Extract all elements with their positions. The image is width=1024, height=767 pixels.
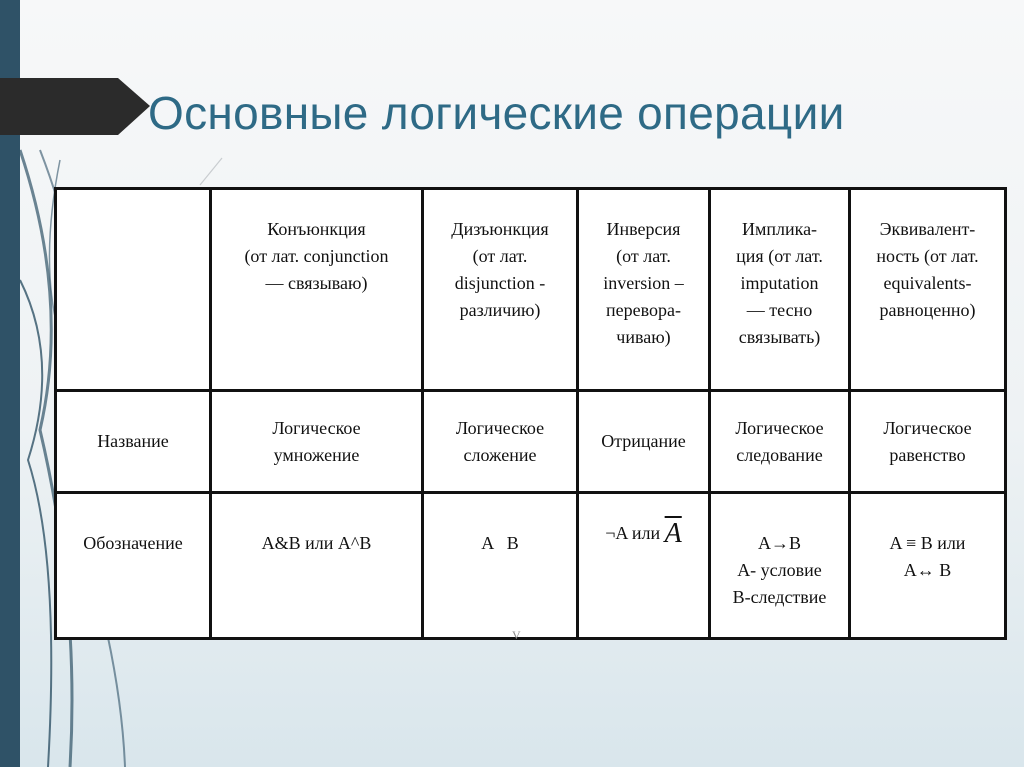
overline-a-symbol: $\overline{A}$ <box>664 518 682 549</box>
name-conjunction: Логическое умножение <box>211 391 423 493</box>
header-inversion: Инверсия (от лат. inversion – перевора- чиваю) <box>578 189 710 391</box>
symbol-row <box>56 493 1006 639</box>
row-label-symbol: Обозначение <box>56 493 211 639</box>
slide-title: Основные логические операции <box>148 87 845 139</box>
name-row <box>56 391 1006 493</box>
symbol-inversion <box>578 493 710 639</box>
logic-operations-table <box>54 187 1007 640</box>
name-implication: Логическое следование <box>710 391 850 493</box>
header-equivalence: Эквивалент- ность (от лат. equivalents- равноценно) <box>850 189 1006 391</box>
header-disjunction: Дизъюнкция (от лат. disjunction - различию) <box>423 189 578 391</box>
header-empty-cell <box>56 189 211 391</box>
symbol-equivalence: A ≡ B или A↔ B <box>850 493 1006 639</box>
inversion-prefix: ¬A или <box>605 523 665 543</box>
name-inversion: Отрицание <box>578 391 710 493</box>
name-disjunction: Логическое сложение <box>423 391 578 493</box>
table-header-row <box>56 189 1006 391</box>
header-implication: Имплика- ция (от лат. imputation — тесно связывать) <box>710 189 850 391</box>
title-tab-marker <box>0 78 150 135</box>
stray-mark: V <box>512 628 521 642</box>
symbol-implication: A→B A- условие B-следствие <box>710 493 850 639</box>
header-conjunction: Конъюнкция (от лат. conjunction — связываю) <box>211 189 423 391</box>
symbol-conjunction: A&B или A^B <box>211 493 423 639</box>
symbol-disjunction: A B <box>423 493 578 639</box>
name-equivalence: Логическое равенство <box>850 391 1006 493</box>
row-label-name: Название <box>56 391 211 493</box>
